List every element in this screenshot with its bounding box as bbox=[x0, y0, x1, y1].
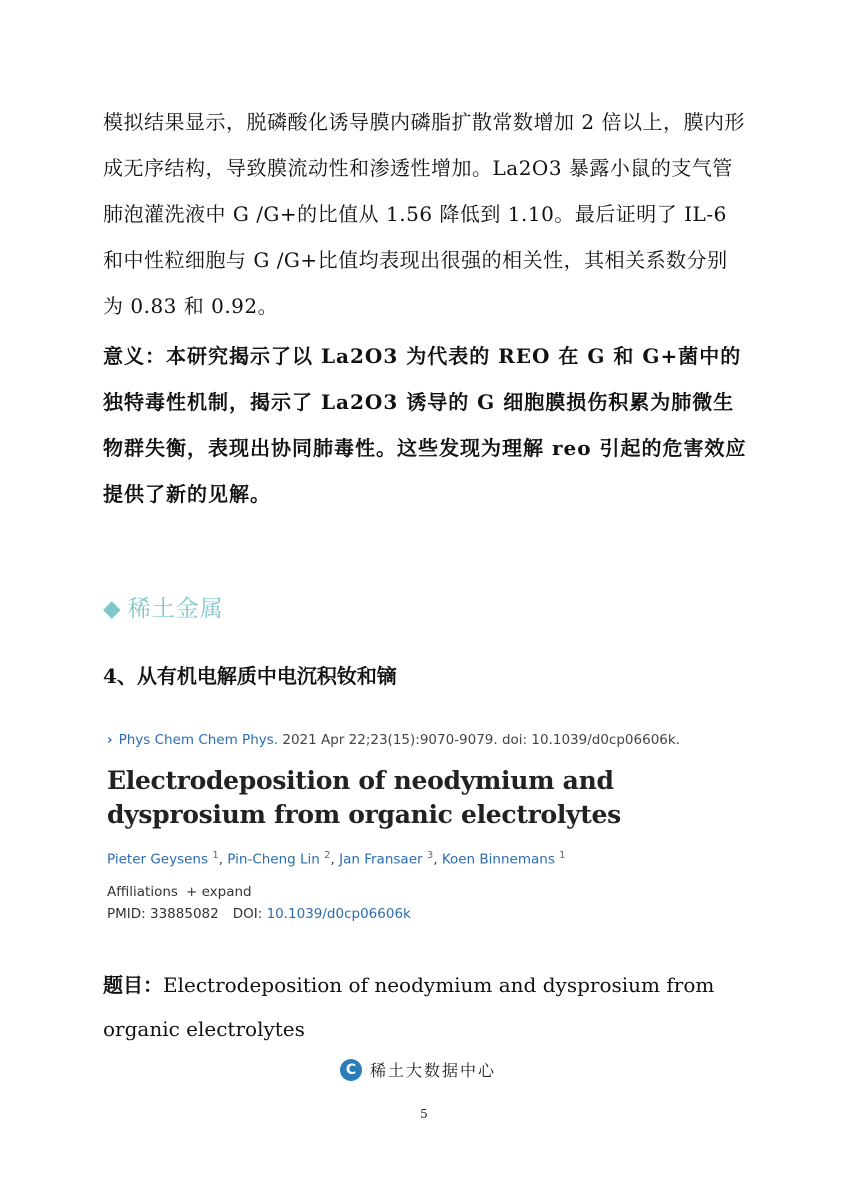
author-link[interactable]: Pin-Cheng Lin bbox=[227, 851, 325, 868]
author-affiliation-number[interactable]: 1 bbox=[559, 850, 566, 861]
affiliations-label: Affiliations bbox=[107, 883, 178, 900]
pmid: PMID: 33885082 bbox=[107, 905, 219, 922]
journal-citation bbox=[107, 732, 767, 748]
title-label: 题目： bbox=[103, 973, 163, 997]
expand-link[interactable]: expand bbox=[201, 883, 252, 900]
title-value: Electrodeposition of neodymium and dysprosium from organic electrolytes bbox=[103, 973, 715, 1041]
plus-icon[interactable]: + bbox=[185, 883, 198, 900]
section-heading-text: 稀土金属 bbox=[127, 596, 224, 622]
identifiers-row bbox=[107, 906, 767, 922]
journal-link[interactable]: Phys Chem Chem Phys. bbox=[118, 732, 279, 748]
author-list: Pieter Geysens $^1$, Pin-Cheng Lin $^2$, Jan Fransaer $^3$, Koen Binnemans $^1$ bbox=[107, 850, 566, 868]
article-title: Electrodeposition of neodymium and dysprosium from organic electrolytes bbox=[107, 766, 621, 829]
author-link[interactable]: Pieter Geysens bbox=[107, 851, 213, 868]
footer-logo bbox=[340, 1058, 496, 1081]
author-link[interactable]: Koen Binnemans bbox=[441, 851, 560, 868]
pubmed-screenshot bbox=[107, 732, 767, 922]
citation-text: 2021 Apr 22;23(15):9070-9079. doi: 10.1039/d0cp06606k. bbox=[278, 732, 680, 748]
logo-name: 稀土大数据中心 bbox=[370, 1061, 497, 1080]
author-affiliation-number[interactable]: 2 bbox=[324, 850, 331, 861]
chevron-right-icon[interactable]: › bbox=[107, 732, 113, 748]
affiliations-row bbox=[107, 884, 767, 900]
page-number: 5 bbox=[420, 1107, 428, 1121]
significance-paragraph: 意义：本研究揭示了以 La2O3 为代表的 REO 在 G 和 G+菌中的独特毒性机制，揭示了 La2O3 诱导的 G 细胞膜损伤积累为肺微生物群失衡，表现出协同肺毒性。这些发现为理解 reo 引起的危害效应提供了新的见解。 bbox=[103, 344, 747, 506]
title-line bbox=[103, 963, 751, 1051]
section-heading bbox=[103, 590, 224, 623]
logo-icon: C bbox=[340, 1059, 362, 1081]
item-heading: 4、从有机电解质中电沉积钕和镝 bbox=[103, 664, 397, 688]
author-affiliation-number[interactable]: 3 bbox=[426, 850, 434, 861]
diamond-icon: ◆ bbox=[103, 596, 122, 622]
doi-label: DOI: bbox=[232, 905, 267, 922]
author-link[interactable]: Jan Fransaer bbox=[339, 851, 427, 868]
doi-link[interactable]: 10.1039/d0cp06606k bbox=[266, 905, 411, 922]
author-affiliation-number[interactable]: 1 bbox=[212, 850, 219, 861]
results-paragraph: 模拟结果显示，脱磷酸化诱导膜内磷脂扩散常数增加 2 倍以上，膜内形成无序结构，导致膜流动性和渗透性增加。La2O3 暴露小鼠的支气管肺泡灌洗液中 G /G+的比值从 1.56 降低到 1.10。最后证明了 IL-6 和中性粒细胞与 G /G+比值均表现出很强的相关性，其相关系数分别为 0.83 和 0.92。 bbox=[103, 110, 745, 318]
